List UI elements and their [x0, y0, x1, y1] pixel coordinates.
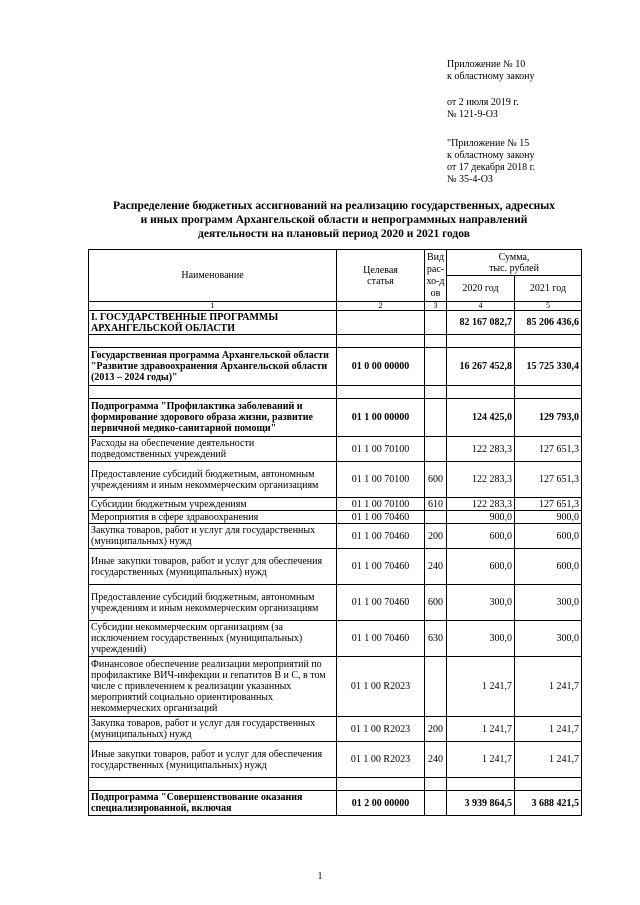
column-index: 1: [89, 302, 337, 311]
column-index: 3: [425, 302, 447, 311]
table-row: [89, 437, 582, 462]
row-value-2021: 15 725 330,4: [515, 348, 582, 386]
table-header: [89, 250, 582, 311]
row-value-2021: 1 241,7: [515, 742, 582, 778]
row-value-2021: 900,0: [515, 511, 582, 524]
table-row: [89, 585, 582, 621]
document-title: [88, 199, 580, 241]
row-name: Государственная программа Архангельской области "Развитие здравоохранения Архангельской области (2013 – 2024 годы)": [89, 348, 337, 386]
row-value-2021: 85 206 436,6: [515, 311, 582, 335]
row-value-2020: 122 283,3: [447, 462, 515, 498]
header-sum: [447, 250, 582, 276]
row-name: Мероприятия в сфере здравоохранения: [89, 511, 337, 524]
row-name: Предоставление субсидий бюджетным, автономным учреждениям и иным некоммерческим организациям: [89, 585, 337, 621]
row-value-2020: 300,0: [447, 621, 515, 657]
row-value-2021: 3 688 421,5: [515, 791, 582, 816]
row-name: Субсидии бюджетным учреждениям: [89, 498, 337, 511]
table-row: [89, 717, 582, 742]
row-value-2020: 1 241,7: [447, 657, 515, 717]
row-value-2021: 127 651,3: [515, 498, 582, 511]
annex2-number: "Приложение № 15: [447, 138, 530, 149]
row-code: 01 2 00 00000: [337, 791, 425, 816]
annex-law-ref: к областному закону: [447, 71, 535, 82]
row-type: 600: [425, 585, 447, 621]
row-code: 01 1 00 70460: [337, 585, 425, 621]
row-name: Расходы на обеспечение деятельности подведомственных учреждений: [89, 437, 337, 462]
column-index: 5: [515, 302, 582, 311]
header-year-2021: 2021 год: [515, 276, 582, 302]
row-name: I. ГОСУДАРСТВЕННЫЕ ПРОГРАММЫ АРХАНГЕЛЬСКОЙ ОБЛАСТИ: [89, 311, 337, 335]
row-value-2020: 124 425,0: [447, 399, 515, 437]
row-value-2020: 1 241,7: [447, 717, 515, 742]
row-value-2020: 82 167 082,7: [447, 311, 515, 335]
row-name: Иные закупки товаров, работ и услуг для обеспечения государственных (муниципальных) нужд: [89, 549, 337, 585]
row-code: 01 1 00 70460: [337, 511, 425, 524]
row-code: 01 0 00 00000: [337, 348, 425, 386]
row-code: 01 1 00 R2023: [337, 717, 425, 742]
annex-date: от 2 июля 2019 г.: [447, 97, 519, 108]
title-line: и иных программ Архангельской области и непрограммных направлений: [140, 214, 528, 226]
row-name: Иные закупки товаров, работ и услуг для обеспечения государственных (муниципальных) нужд: [89, 742, 337, 778]
row-type: [425, 437, 447, 462]
header-year-2020: 2020 год: [447, 276, 515, 302]
row-name: Субсидии некоммерческим организациям (за исключением государственных (муниципальных) учреждений): [89, 621, 337, 657]
row-value-2021: 1 241,7: [515, 717, 582, 742]
annex-law-number: № 121-9-ОЗ: [447, 109, 498, 120]
spacer-row: [89, 386, 582, 399]
table-row: [89, 498, 582, 511]
row-value-2020: 16 267 452,8: [447, 348, 515, 386]
row-code: 01 1 00 70100: [337, 437, 425, 462]
row-value-2021: 1 241,7: [515, 657, 582, 717]
row-type: [425, 791, 447, 816]
row-type: [425, 348, 447, 386]
table-row: [89, 311, 582, 335]
table-row: [89, 348, 582, 386]
row-type: 600: [425, 462, 447, 498]
row-name: Подпрограмма "Профилактика заболеваний и формирование здорового образа жизни, развитие первичной медико-санитарной помощи": [89, 399, 337, 437]
row-value-2021: 300,0: [515, 621, 582, 657]
row-type: [425, 399, 447, 437]
row-code: 01 1 00 R2023: [337, 742, 425, 778]
table-body: [89, 311, 582, 816]
row-name: Закупка товаров, работ и услуг для государственных (муниципальных) нужд: [89, 524, 337, 549]
row-code: 01 1 00 70460: [337, 524, 425, 549]
column-index: 2: [337, 302, 425, 311]
row-name: Финансовое обеспечение реализации мероприятий по профилактике ВИЧ-инфекции и гепатитов В и С, в том числе с привлечением к реализации указанных мероприятий социально ориентированных некоммерческих организаций: [89, 657, 337, 717]
row-value-2020: 300,0: [447, 585, 515, 621]
table-row: [89, 791, 582, 816]
row-type: [425, 657, 447, 717]
row-value-2020: 1 241,7: [447, 742, 515, 778]
table-row: [89, 621, 582, 657]
row-value-2021: 129 793,0: [515, 399, 582, 437]
row-value-2021: 600,0: [515, 549, 582, 585]
header-expense-type: Вид рас-хо-дов: [425, 250, 447, 302]
row-code: [337, 311, 425, 335]
row-value-2020: 3 939 864,5: [447, 791, 515, 816]
row-code: 01 1 00 70460: [337, 549, 425, 585]
row-code: 01 1 00 70100: [337, 498, 425, 511]
annex2-date: от 17 декабря 2018 г.: [447, 162, 536, 173]
row-value-2021: 600,0: [515, 524, 582, 549]
row-value-2021: 127 651,3: [515, 462, 582, 498]
row-value-2021: 300,0: [515, 585, 582, 621]
title-line: Распределение бюджетных ассигнований на реализацию государственных, адресных: [112, 200, 556, 212]
column-index-row: [89, 302, 582, 311]
row-type: [425, 511, 447, 524]
header-target-article: Целевая статья: [337, 250, 425, 302]
row-code: 01 1 00 70460: [337, 621, 425, 657]
row-type: 610: [425, 498, 447, 511]
budget-table: [88, 249, 582, 816]
annex2-law-number: № 35-4-ОЗ: [447, 174, 493, 185]
annex-number: Приложение № 10: [447, 59, 526, 70]
row-type: 630: [425, 621, 447, 657]
header-sum-label: Сумма,: [498, 251, 530, 263]
row-code: 01 1 00 70100: [337, 462, 425, 498]
row-code: 01 1 00 R2023: [337, 657, 425, 717]
table-row: [89, 549, 582, 585]
row-type: [425, 311, 447, 335]
table-row: [89, 511, 582, 524]
row-name: Закупка товаров, работ и услуг для государственных (муниципальных) нужд: [89, 717, 337, 742]
row-value-2020: 122 283,3: [447, 498, 515, 511]
table-row: [89, 742, 582, 778]
table-row: [89, 524, 582, 549]
title-line: деятельности на плановый период 2020 и 2021 годов: [198, 228, 470, 240]
row-type: 200: [425, 524, 447, 549]
row-type: 240: [425, 742, 447, 778]
table-row: [89, 399, 582, 437]
header-name: Наименование: [89, 250, 337, 302]
header-sum-unit: тыс. рублей: [489, 262, 539, 274]
row-code: 01 1 00 00000: [337, 399, 425, 437]
column-index: 4: [447, 302, 515, 311]
row-name: Подпрограмма "Совершенствование оказания специализированной, включая: [89, 791, 337, 816]
row-value-2020: 600,0: [447, 524, 515, 549]
annex2-law-ref: к областному закону: [447, 150, 535, 161]
table-row: [89, 657, 582, 717]
spacer-row: [89, 778, 582, 791]
page-number: 1: [317, 871, 323, 882]
table-row: [89, 462, 582, 498]
row-value-2020: 900,0: [447, 511, 515, 524]
row-name: Предоставление субсидий бюджетным, автономным учреждениям и иным некоммерческим организациям: [89, 462, 337, 498]
row-type: 200: [425, 717, 447, 742]
row-type: 240: [425, 549, 447, 585]
spacer-row: [89, 335, 582, 348]
row-value-2021: 127 651,3: [515, 437, 582, 462]
row-value-2020: 122 283,3: [447, 437, 515, 462]
row-value-2020: 600,0: [447, 549, 515, 585]
